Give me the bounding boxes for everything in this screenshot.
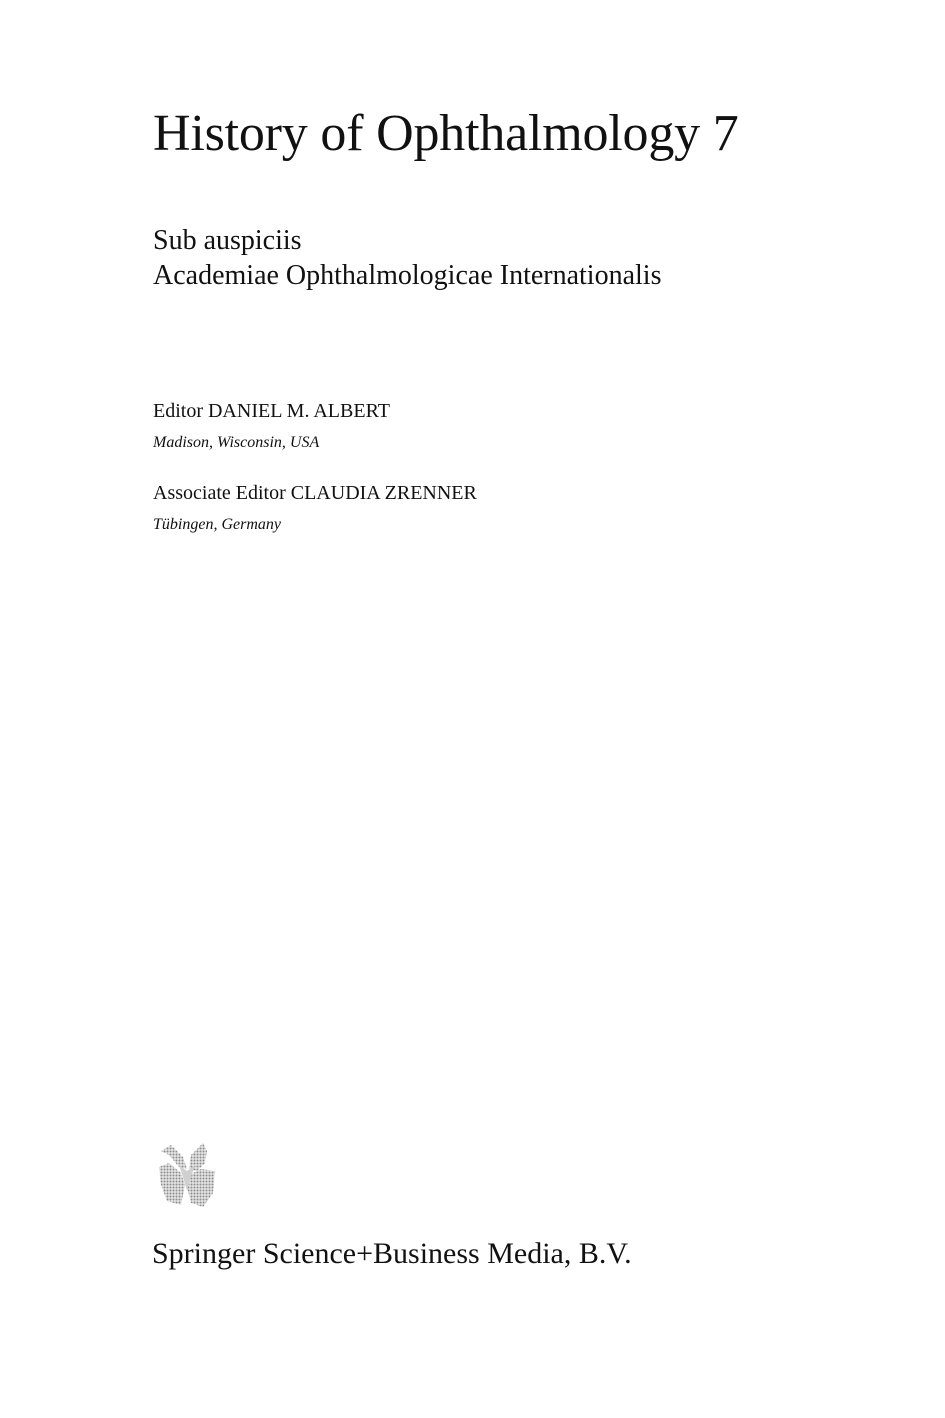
subtitle-line-2: Academiae Ophthalmologicae Internationalis: [153, 260, 662, 291]
editor-location: Madison, Wisconsin, USA: [153, 434, 320, 451]
associate-editor-name: Associate Editor CLAUDIA ZRENNER: [153, 482, 477, 504]
publisher-name: Springer Science+Business Media, B.V.: [152, 1237, 632, 1270]
book-title: History of Ophthalmology 7: [153, 105, 739, 162]
associate-editor-location: Tübingen, Germany: [153, 516, 281, 533]
springer-logo-icon: [157, 1141, 217, 1211]
editor-name: Editor DANIEL M. ALBERT: [153, 400, 390, 422]
subtitle-line-1: Sub auspiciis: [153, 225, 302, 256]
